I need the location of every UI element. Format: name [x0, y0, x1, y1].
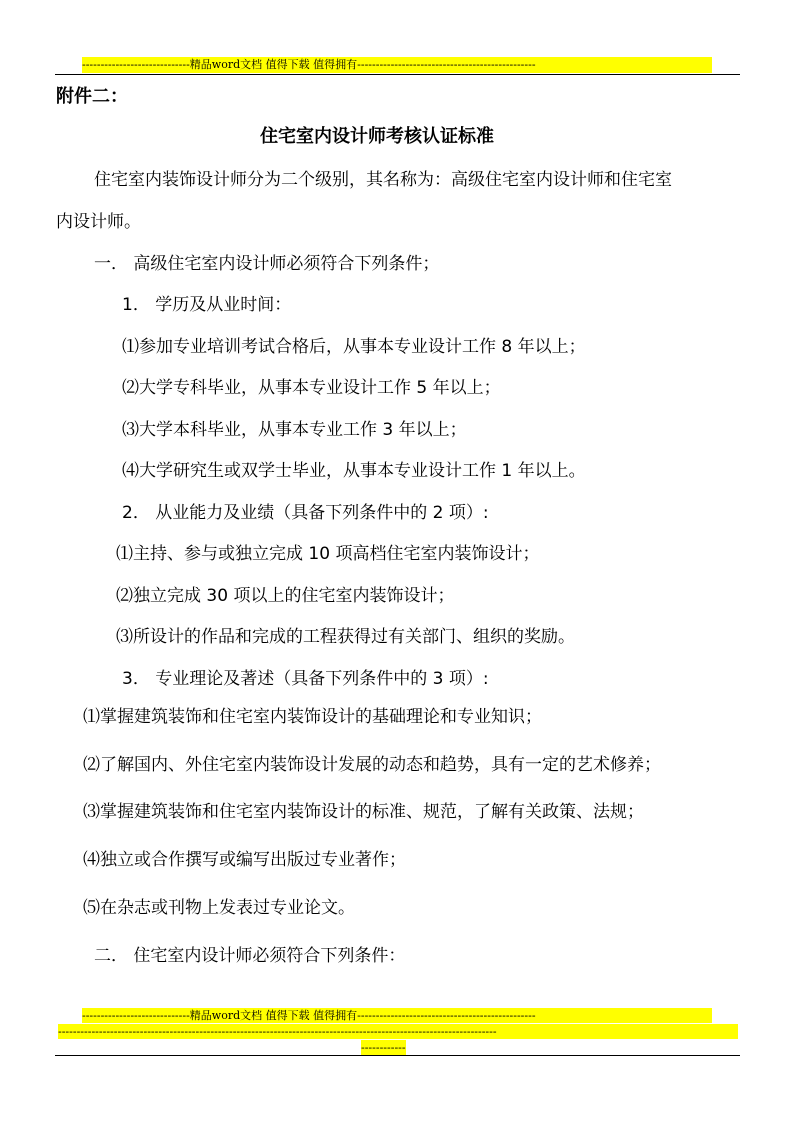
s1-item1-heading: 1． 学历及从业时间： [122, 295, 292, 315]
s1-item3-condition1: ⑴掌握建筑装饰和住宅室内装饰设计的基础理论和专业知识； [83, 707, 542, 727]
s1-item3-condition5: ⑸在杂志或刊物上发表过专业论文。 [83, 898, 355, 918]
section-2-heading: 二． 住宅室内设计师必须符合下列条件： [94, 946, 406, 966]
s1-item3-condition2: ⑵了解国内、外住宅室内装饰设计发展的动态和趋势，具有一定的艺术修养； [83, 755, 661, 775]
header-banner-text: 精品word文档 值得下载 值得拥有 [189, 58, 358, 71]
header-dash-left: ----------------------------- [82, 58, 190, 71]
s1-item2-condition1: ⑴主持、参与或独立完成 10 项高档住宅室内装饰设计； [116, 544, 540, 564]
footer-banner [82, 1008, 712, 1023]
header-banner [82, 57, 712, 73]
footer-banner-text: 精品word文档 值得下载 值得拥有 [189, 1009, 358, 1022]
s1-item2-condition3: ⑶所设计的作品和完成的工程获得过有关部门、组织的奖励。 [116, 627, 575, 647]
s1-item1-condition1: ⑴参加专业培训考试合格后，从事本专业设计工作 8 年以上； [122, 337, 586, 357]
document-title: 住宅室内设计师考核认证标准 [260, 126, 494, 147]
footer-rule [55, 1055, 740, 1056]
s1-item1-condition3: ⑶大学本科毕业，从事本专业工作 3 年以上； [122, 420, 467, 440]
s1-item3-heading: 3． 专业理论及著述（具备下列条件中的 3 项）: [122, 669, 489, 689]
footer-dash-right: ------------------------------------------------ [357, 1009, 536, 1022]
s1-item1-condition2: ⑵大学专科毕业，从事本专业设计工作 5 年以上； [122, 378, 501, 398]
intro-paragraph-line1: 住宅室内装饰设计师分为二个级别，其名称为：高级住宅室内设计师和住宅室 [94, 170, 672, 190]
footer-dash-left: ----------------------------- [82, 1009, 190, 1022]
intro-paragraph-line2: 内设计师。 [56, 212, 141, 232]
s1-item3-condition4: ⑷独立或合作撰写或编写出版过专业著作； [83, 850, 406, 870]
s1-item2-heading: 2． 从业能力及业绩（具备下列条件中的 2 项）: [122, 503, 489, 523]
header-dash-right: ------------------------------------------------ [357, 58, 536, 71]
header-rule [55, 74, 740, 75]
s1-item3-condition3: ⑶掌握建筑装饰和住宅室内装饰设计的标准、规范，了解有关政策、法规； [83, 802, 644, 822]
footer-dash-line-3: ------------ [361, 1041, 406, 1054]
s1-item1-condition4: ⑷大学研究生或双学士毕业，从事本专业设计工作 1 年以上。 [122, 461, 586, 481]
section-1-heading: 一． 高级住宅室内设计师必须符合下列条件； [94, 254, 440, 274]
attachment-label: 附件二： [56, 86, 128, 107]
s1-item2-condition2: ⑵独立完成 30 项以上的住宅室内装饰设计； [116, 586, 455, 606]
footer-dash-line-2: ---------------------------------------------------------------------------------------------------------------------- [58, 1024, 738, 1039]
